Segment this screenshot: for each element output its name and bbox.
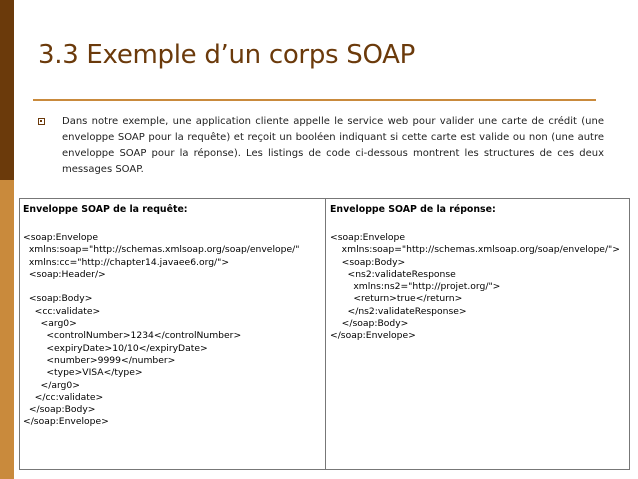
left-accent-bar-dark (0, 0, 14, 180)
title-underline (33, 99, 596, 101)
bullet-item (38, 114, 604, 178)
response-code: <soap:Envelope xmlns:soap="http://schemas.xmlsoap.org/soap/envelope/"> <soap:Body> <ns2:validateResponse xmlns:ns2="http://projet.org/"> <return>true</return> </ns2:validateResponse> </soap:Body> </soap:Envelope> (330, 232, 620, 342)
left-accent-bar-light (0, 180, 14, 479)
code-comparison-table (19, 198, 630, 470)
request-code: <soap:Envelope xmlns:soap="http://schemas.xmlsoap.org/soap/envelope/" xmlns:cc="http://chapter14.javaee6.org/"> <soap:Header/> <soap:Body> <cc:validate> <arg0> <controlNumber>1234</controlNumber> <expiryDate>10/10</expiryDate> <number>9999</number> <type>VISA</type> </arg0> </cc:validate> </soap:Body> </soap:Envelope> (23, 232, 300, 428)
response-heading: Enveloppe SOAP de la réponse: (330, 204, 496, 215)
square-bullet-icon (38, 118, 45, 125)
bullet-text: Dans notre exemple, une application cliente appelle le service web pour valider une carte de crédit (une enveloppe SOAP pour la requête) et reçoit un booléen indiquant si cette carte est valide ou non (une autre enveloppe SOAP pour la réponse). Les listings de code ci-dessous montrent les structures de ces deux messages SOAP. (62, 116, 604, 175)
request-heading: Enveloppe SOAP de la requête: (23, 204, 188, 215)
request-column (20, 199, 326, 469)
response-column (326, 199, 629, 469)
slide-title: 3.3 Exemple d’un corps SOAP (38, 40, 416, 70)
